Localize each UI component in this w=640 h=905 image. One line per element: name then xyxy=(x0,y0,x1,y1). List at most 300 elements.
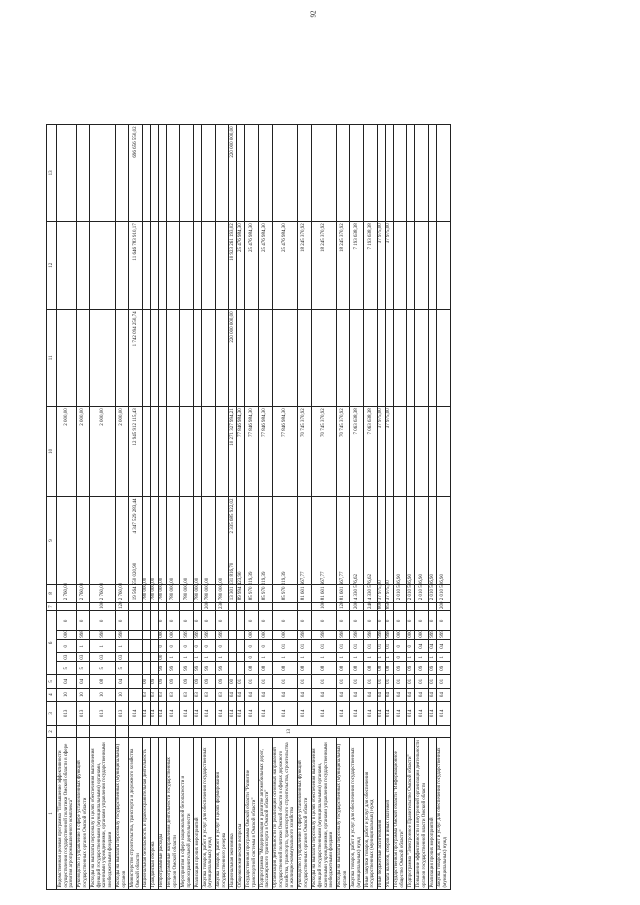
table-cell: 014 xyxy=(272,701,297,725)
table-row xyxy=(336,41,350,890)
table-cell xyxy=(229,631,237,640)
table-cell: 08 xyxy=(311,662,336,675)
table-cell xyxy=(150,653,158,662)
row-name-cell: Непрограммные направления деятельности государственных органов Омской области xyxy=(166,738,180,890)
table-cell xyxy=(407,124,415,221)
table-cell: 01 xyxy=(245,675,259,688)
table-cell: 01 xyxy=(364,640,378,653)
row-name-cell: Реализация прочих мероприятий xyxy=(194,738,202,890)
table-cell xyxy=(202,497,216,585)
table-cell xyxy=(229,662,237,675)
header-cell: 13 xyxy=(47,124,57,221)
table-cell xyxy=(336,309,350,406)
header-cell: 8 xyxy=(47,585,57,603)
table-row xyxy=(385,41,393,890)
table-cell: 25 476 984,30 xyxy=(258,221,272,309)
header-cell: 3 xyxy=(47,701,57,725)
table-cell: 77 846 984,30 xyxy=(245,406,259,496)
table-cell xyxy=(180,497,194,585)
table-cell: 04 xyxy=(311,688,336,701)
table-cell xyxy=(436,309,450,406)
header-cell: 4 xyxy=(47,688,57,701)
table-cell: 999 xyxy=(429,630,435,638)
table-cell: 09 xyxy=(194,675,202,688)
table-cell: 08 xyxy=(350,662,364,675)
table-cell: 09 xyxy=(150,675,158,688)
row-name-cell: Закупка товаров, работ и услуг в целях формирования государственного резерва xyxy=(215,738,229,890)
table-cell xyxy=(258,602,272,611)
row-name-cell: Гражданская оборона xyxy=(150,738,158,890)
table-row xyxy=(142,41,150,890)
table-cell xyxy=(428,124,436,221)
table-row xyxy=(229,41,237,890)
table-cell: 2 010 506,90 xyxy=(436,585,450,603)
table-cell: 1 xyxy=(166,653,180,662)
table-cell: 998 xyxy=(115,631,129,640)
table-cell: 0 xyxy=(245,611,259,631)
table-cell: 89 994 423,90 xyxy=(237,571,243,601)
table-cell: 780 000,00 xyxy=(143,577,149,601)
row-name-cell: Иные бюджетные ассигнования xyxy=(377,738,385,890)
header-cell: 11 xyxy=(47,309,57,406)
table-cell xyxy=(364,497,378,585)
row-name-cell: Министерство строительства, транспорта и дорожного хозяйства Омской области xyxy=(129,738,143,890)
table-cell xyxy=(180,221,194,309)
table-cell: 1 xyxy=(436,653,450,662)
table-cell: 7 063 638,38 xyxy=(364,406,378,496)
table-cell: 77 846 984,30 xyxy=(258,406,272,496)
table-row xyxy=(245,41,259,890)
table-cell xyxy=(407,221,415,309)
table-row xyxy=(129,41,143,890)
table-cell xyxy=(237,309,245,406)
table-row xyxy=(272,41,297,890)
table-cell: 200 xyxy=(436,602,450,611)
table-cell: 1 xyxy=(407,653,415,662)
table-cell: 01 xyxy=(428,675,436,688)
table-cell: 1 xyxy=(336,653,350,662)
table-cell: 0 xyxy=(57,611,76,631)
table-cell: 08 xyxy=(377,662,385,675)
table-cell: 014 xyxy=(180,701,194,725)
table-cell: 1 xyxy=(350,653,364,662)
table-cell: 04 xyxy=(415,640,429,653)
table-cell xyxy=(115,124,129,221)
table-cell: 999 xyxy=(194,630,200,638)
table-cell: 014 xyxy=(258,701,272,725)
table-cell: 000 xyxy=(166,631,180,640)
table-cell: 014 xyxy=(245,701,259,725)
table-cell xyxy=(393,406,407,496)
table-cell: 12 945 912 115,43 xyxy=(129,406,143,496)
table-cell: 1 xyxy=(90,640,115,653)
table-cell xyxy=(142,653,150,662)
table-cell: 04 xyxy=(428,688,436,701)
table-cell xyxy=(428,221,436,309)
table-cell: 2 760,00 xyxy=(57,585,76,603)
row-name-cell: Расходы на выплаты персоналу государственных (муниципальных) органов xyxy=(336,738,350,890)
header-cell: 12 xyxy=(47,221,57,309)
table-cell: 014 xyxy=(150,701,158,725)
table-cell: 01 xyxy=(415,675,429,688)
table-cell: 01 xyxy=(336,640,350,653)
table-cell xyxy=(350,309,364,406)
table-cell: 014 xyxy=(350,701,364,725)
table-cell: 04 xyxy=(377,688,385,701)
table-cell: 10 xyxy=(76,688,90,701)
table-cell: 0 xyxy=(393,611,407,631)
table-cell: 77 846 984,30 xyxy=(272,406,297,496)
table-cell xyxy=(166,602,180,611)
table-cell: 200 xyxy=(350,602,364,611)
row-name-cell: Иные закупки товаров, работ и услуг для обеспечения государственных (муниципальных) нужд xyxy=(364,738,378,890)
table-cell xyxy=(415,497,429,585)
table-cell: 03 xyxy=(166,688,180,701)
table-row xyxy=(428,41,436,890)
table-cell: 014 xyxy=(385,701,393,725)
table-cell: 1 xyxy=(180,653,194,662)
side-label: 13 xyxy=(129,725,450,737)
table-cell: 5 xyxy=(90,662,115,675)
table-cell: 25 476 984,30 xyxy=(245,221,259,309)
table-cell xyxy=(393,309,407,406)
table-cell: 03 xyxy=(142,688,150,701)
table-cell: 03 xyxy=(57,653,76,662)
table-cell xyxy=(76,309,90,406)
table-cell xyxy=(393,602,407,611)
table-cell xyxy=(129,662,143,675)
table-cell: 37 975,00 xyxy=(377,221,385,309)
table-cell: 0 xyxy=(311,611,336,631)
table-row xyxy=(215,41,229,890)
table-cell: 37 975,00 xyxy=(385,221,393,309)
row-name-cell: Реализация прочих мероприятий xyxy=(428,738,436,890)
table-cell: 5 xyxy=(115,662,129,675)
table-cell xyxy=(415,309,429,406)
table-row xyxy=(407,41,415,890)
table-cell: 000 xyxy=(258,631,272,640)
table-cell: 01 xyxy=(364,675,378,688)
table-cell: 01 xyxy=(272,640,297,653)
table-cell: 03 xyxy=(215,688,229,701)
table-cell: 200 xyxy=(202,602,216,611)
table-cell: 25 476 984,30 xyxy=(237,221,245,309)
table-cell: 0 xyxy=(180,611,194,631)
table-cell xyxy=(142,221,150,309)
table-cell xyxy=(129,640,143,653)
row-name-cell: Закупка товаров, работ и услуг для обеспечения государственных (муниципальных) нужд xyxy=(436,738,450,890)
table-cell: 01 xyxy=(311,640,336,653)
table-cell xyxy=(115,309,129,406)
table-cell: 99 xyxy=(166,662,180,675)
table-cell xyxy=(407,602,415,611)
table-cell xyxy=(57,124,76,221)
table-cell: 780 000,00 xyxy=(159,577,165,601)
table-cell xyxy=(150,124,158,221)
table-cell xyxy=(258,124,272,221)
row-name-cell: Государственная программа Омской области "Развитие транспортной системы в Омской области" xyxy=(245,738,259,890)
table-cell: 2 760,00 xyxy=(115,585,129,603)
table-cell xyxy=(150,631,158,640)
table-cell xyxy=(158,309,166,406)
table-cell xyxy=(129,611,143,631)
table-cell: 0 xyxy=(194,640,202,653)
row-name-cell: Общеэкономические вопросы xyxy=(237,738,245,890)
table-cell xyxy=(415,124,429,221)
table-cell: 1 xyxy=(258,653,272,662)
row-name-cell: Ведомственная целевая программа "Повышение эффективности осуществления государственной политики Омской области в сфере развития агропромышленного комплекса" xyxy=(57,738,76,890)
table-cell: 000 xyxy=(57,631,76,640)
table-cell: 00 xyxy=(229,675,237,688)
table-row xyxy=(415,41,429,890)
table-cell: 99 xyxy=(180,662,194,675)
table-cell xyxy=(180,124,194,221)
table-cell: 18 245 370,92 xyxy=(297,221,311,309)
table-cell xyxy=(237,653,245,662)
table-row xyxy=(90,41,115,890)
table-cell: 01 xyxy=(336,675,350,688)
table-cell: 08 xyxy=(90,675,115,688)
table-cell: 01 xyxy=(272,675,297,688)
table-cell xyxy=(150,662,158,675)
table-cell: 2 000,00 xyxy=(115,406,129,496)
rotated-budget-sheet xyxy=(46,40,622,890)
table-cell: 0 xyxy=(245,640,259,653)
table-cell xyxy=(229,653,237,662)
table-cell xyxy=(407,309,415,406)
table-cell xyxy=(142,640,150,653)
table-cell xyxy=(428,309,436,406)
table-cell xyxy=(150,611,158,631)
row-name-cell: Государственная программа Омской области "Информационное общество Омской области" xyxy=(393,738,407,890)
table-cell: 0 xyxy=(180,640,194,653)
table-cell: 1 xyxy=(272,653,297,662)
table-cell: 09 xyxy=(180,675,194,688)
table-cell: 08 xyxy=(245,662,259,675)
table-cell xyxy=(166,124,180,221)
table-cell: 014 xyxy=(229,701,237,725)
table-cell: 99 xyxy=(158,662,166,675)
table-cell: 013 xyxy=(90,701,115,725)
table-cell: 000 xyxy=(393,631,407,640)
table-cell: 37 975,00 xyxy=(386,580,392,601)
table-cell: 09 xyxy=(215,675,229,688)
table-cell: 04 xyxy=(428,640,436,653)
table-cell xyxy=(245,309,259,406)
table-cell xyxy=(90,725,115,737)
table-cell: 1 xyxy=(364,653,378,662)
table-cell xyxy=(158,406,166,496)
table-cell xyxy=(142,497,150,585)
table-cell: 1 742 094 250,74 xyxy=(129,309,143,406)
table-cell: 04 xyxy=(272,688,297,701)
table-row xyxy=(436,41,450,890)
table-cell xyxy=(194,124,202,221)
table-cell: 85 970 219,39 xyxy=(258,585,272,603)
table-cell xyxy=(166,497,180,585)
table-cell: 2 335 685 922,02 xyxy=(229,497,237,585)
table-cell xyxy=(258,309,272,406)
table-cell: 18 245 370,92 xyxy=(311,221,336,309)
table-cell: 04 xyxy=(115,675,129,688)
table-cell xyxy=(76,602,90,611)
table-cell xyxy=(150,640,158,653)
table-cell: 780 000,00 xyxy=(215,585,229,603)
table-cell xyxy=(129,675,143,688)
table-cell: 2 760,00 xyxy=(76,585,90,603)
table-cell xyxy=(158,221,166,309)
table-cell xyxy=(90,221,115,309)
table-cell: 0 xyxy=(350,611,364,631)
table-cell: 998 xyxy=(76,631,90,640)
table-cell xyxy=(364,309,378,406)
table-cell: 2 000,00 xyxy=(76,406,90,496)
table-row xyxy=(364,41,378,890)
table-cell: 7 063 638,38 xyxy=(350,406,364,496)
table-row xyxy=(158,41,166,890)
table-cell xyxy=(237,631,245,640)
table-cell: 01 xyxy=(407,675,415,688)
table-cell: 0 xyxy=(202,611,216,631)
table-cell: 120 xyxy=(336,602,350,611)
table-cell: 01 xyxy=(377,640,385,653)
table-cell xyxy=(215,221,229,309)
table-cell xyxy=(142,124,150,221)
table-cell: 0 xyxy=(258,640,272,653)
table-cell: 04 xyxy=(76,675,90,688)
table-cell xyxy=(194,406,202,496)
table-cell: 780 000,00 xyxy=(194,577,200,601)
table-cell xyxy=(115,221,129,309)
table-cell: 7 193 638,38 xyxy=(364,221,378,309)
table-cell xyxy=(393,497,407,585)
row-name-cell: Подпрограмма "Модернизация и развитие автомобильных дорог, пассажирского транспорта в Омской области" xyxy=(258,738,272,890)
header-cell: 5 xyxy=(47,675,57,688)
row-name-cell: Руководство и управление в сфере установленных функций государственных органов Омской области xyxy=(76,738,90,890)
table-cell: 1 xyxy=(115,640,129,653)
table-cell: 4 330 576,62 xyxy=(364,585,378,603)
table-cell: 998 xyxy=(378,630,384,638)
table-cell xyxy=(385,124,393,221)
table-cell: 70 745 370,92 xyxy=(336,406,350,496)
table-cell: 03 xyxy=(202,688,216,701)
table-cell: 0 xyxy=(166,611,180,631)
table-cell: 014 xyxy=(158,701,166,725)
table-cell: 014 xyxy=(415,701,429,725)
table-cell xyxy=(180,406,194,496)
header-cell: 7 xyxy=(47,602,57,611)
header-cell: 2 xyxy=(47,725,57,737)
table-cell: 2 000,00 xyxy=(57,406,76,496)
table-row xyxy=(180,41,194,890)
table-row xyxy=(377,41,385,890)
table-cell: 0 xyxy=(215,640,229,653)
table-cell xyxy=(336,124,350,221)
table-cell: 998 xyxy=(386,630,392,638)
table-cell: 04 xyxy=(415,688,429,701)
table-cell: 999 xyxy=(436,631,450,640)
row-name-cell: Уплата налогов, сборов и иных платежей xyxy=(385,738,393,890)
table-cell xyxy=(364,124,378,221)
table-cell: 1 xyxy=(194,653,202,662)
table-cell xyxy=(202,309,216,406)
table-cell xyxy=(407,406,415,496)
table-cell: 1 xyxy=(415,653,429,662)
table-cell xyxy=(297,124,311,221)
table-cell: 4 330 576,62 xyxy=(350,585,364,603)
table-cell: 7 193 638,38 xyxy=(350,221,364,309)
table-cell: 70 745 370,92 xyxy=(311,406,336,496)
table-cell xyxy=(166,406,180,496)
table-cell: 998 xyxy=(336,631,350,640)
table-cell: 0 xyxy=(428,611,436,631)
table-cell xyxy=(377,497,385,585)
table-cell xyxy=(428,406,436,496)
table-cell: 85 970 219,39 xyxy=(245,585,259,603)
table-cell xyxy=(377,309,385,406)
table-cell: 014 xyxy=(129,701,143,725)
table-cell: 11 646 783 910,17 xyxy=(129,221,143,309)
table-cell xyxy=(142,406,150,496)
table-body xyxy=(57,41,450,890)
table-cell: 04 xyxy=(393,688,407,701)
table-cell xyxy=(76,725,90,737)
table-cell: 014 xyxy=(428,701,436,725)
table-cell: 08 xyxy=(336,662,350,675)
table-cell xyxy=(215,406,229,496)
table-cell xyxy=(428,497,436,585)
table-cell xyxy=(311,124,336,221)
table-row xyxy=(297,41,311,890)
table-cell: 014 xyxy=(377,701,385,725)
table-cell: 09 xyxy=(166,675,180,688)
table-cell: 01 xyxy=(350,675,364,688)
table-cell xyxy=(180,602,194,611)
row-name-cell: Расходы на выплаты персоналу в целях обеспечения выполнения функций государственными (муниципальными) органами, казенными учреждениями, органами управления государственными внебюджетными фондами xyxy=(311,738,336,890)
header-cell: 9 xyxy=(47,497,57,585)
table-cell: 03 xyxy=(180,688,194,701)
table-cell: 01 xyxy=(385,640,393,653)
table-cell: 70 745 370,92 xyxy=(297,406,311,496)
table-cell: 800 xyxy=(378,601,384,609)
table-cell xyxy=(415,602,429,611)
row-name-cell: Национальная безопасность и правоохранительная деятельность xyxy=(142,738,150,890)
table-cell: 014 xyxy=(436,701,450,725)
table-cell: 100 xyxy=(90,602,115,611)
table-cell: 1 xyxy=(215,653,229,662)
table-cell xyxy=(194,602,202,611)
table-cell xyxy=(57,221,76,309)
table-cell: 014 xyxy=(311,701,336,725)
table-cell: 0 xyxy=(215,611,229,631)
table-cell: 0 xyxy=(115,611,129,631)
table-cell: 09 xyxy=(415,662,429,675)
table-cell: 780 000,00 xyxy=(180,585,194,603)
row-name-cell: Повышение эффективности и внутренней организации деятельности органов государственной власти Омской области xyxy=(415,738,429,890)
table-row xyxy=(166,41,180,890)
table-cell: 0 xyxy=(393,640,407,653)
table-cell: 81 601 667,77 xyxy=(336,585,350,603)
table-cell: 014 xyxy=(194,701,202,725)
table-cell xyxy=(215,309,229,406)
table-cell xyxy=(385,309,393,406)
table-cell xyxy=(272,602,297,611)
table-cell xyxy=(393,221,407,309)
table-cell: 08 xyxy=(364,662,378,675)
table-cell: 10 271 327 994,21 xyxy=(229,406,237,496)
table-row xyxy=(258,41,272,890)
table-cell: 0 xyxy=(57,640,76,653)
